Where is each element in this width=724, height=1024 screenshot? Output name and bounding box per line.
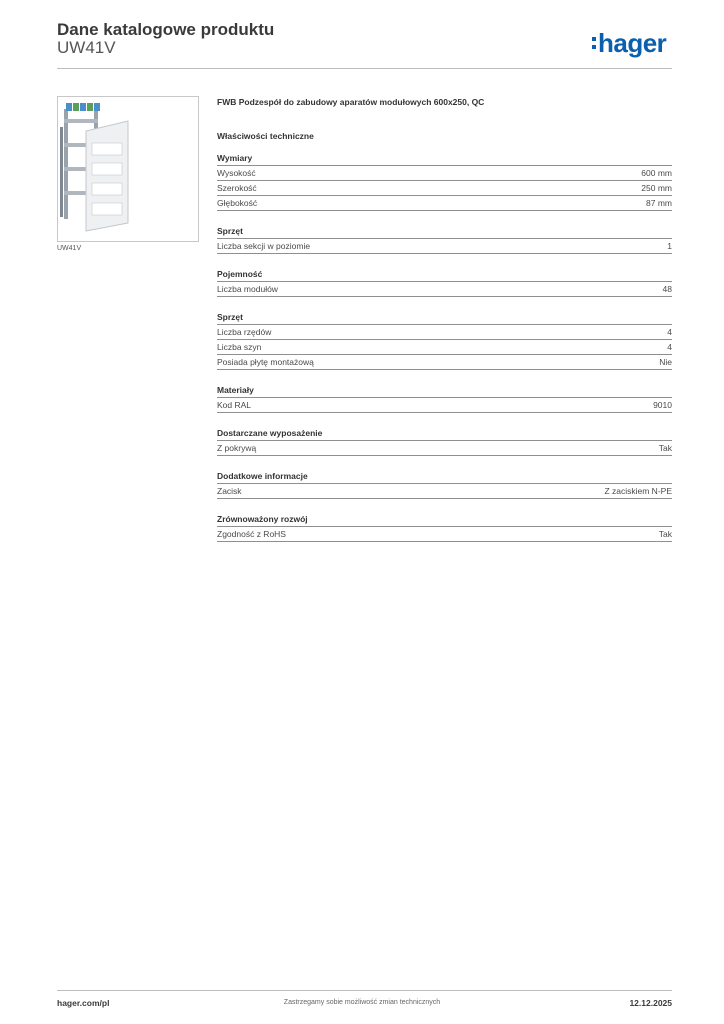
spec-label: Zacisk — [217, 486, 242, 496]
spec-label: Liczba modułów — [217, 284, 278, 294]
spec-label: Kod RAL — [217, 400, 252, 410]
spec-row — [217, 325, 672, 340]
spec-label: Posiada płytę montażową — [217, 357, 314, 367]
spec-section — [217, 384, 672, 413]
spec-row — [217, 527, 672, 542]
spec-sections — [217, 152, 672, 542]
spec-value: Tak — [658, 443, 672, 453]
page-title: Dane katalogowe produktu — [57, 20, 275, 39]
spec-value: 600 mm — [641, 168, 672, 178]
spec-label: Liczba szyn — [217, 342, 262, 352]
section-title: Dodatkowe informacje — [217, 470, 672, 484]
spec-section — [217, 470, 672, 499]
spec-label: Głębokość — [217, 198, 258, 208]
spec-label: Z pokrywą — [217, 443, 257, 453]
spec-section — [217, 513, 672, 542]
spec-label: Wysokość — [217, 168, 256, 178]
section-title: Zrównoważony rozwój — [217, 513, 672, 527]
product-image — [57, 96, 199, 242]
spec-row — [217, 239, 672, 254]
spec-value: 250 mm — [641, 183, 672, 193]
section-title: Sprzęt — [217, 311, 672, 325]
section-title: Sprzęt — [217, 225, 672, 239]
spec-row — [217, 282, 672, 297]
spec-section — [217, 427, 672, 456]
properties-heading: Właściwości techniczne — [217, 131, 314, 141]
spec-value: Z zaciskiem N-PE — [604, 486, 672, 496]
spec-row — [217, 398, 672, 413]
spec-section — [217, 268, 672, 297]
section-title: Pojemność — [217, 268, 672, 282]
spec-row — [217, 441, 672, 456]
logo-text: hager — [598, 28, 667, 58]
product-details — [217, 96, 672, 542]
image-caption: UW41V — [57, 245, 82, 252]
spec-value: 1 — [667, 241, 672, 251]
spec-row — [217, 181, 672, 196]
spec-value: Tak — [658, 529, 672, 539]
spec-label: Liczba rzędów — [217, 327, 272, 337]
section-title: Materiały — [217, 384, 672, 398]
spec-value: 9010 — [653, 400, 672, 410]
header-divider — [57, 68, 672, 69]
spec-value: 87 mm — [646, 198, 672, 208]
product-title: FWB Podzespół do zabudowy aparatów modułowych 600x250, QC — [217, 97, 485, 107]
spec-row — [217, 355, 672, 370]
spec-value: 48 — [662, 284, 672, 294]
spec-section — [217, 152, 672, 211]
product-code: UW41V — [57, 38, 116, 57]
spec-row — [217, 484, 672, 499]
footer-disclaimer: Zastrzegamy sobie możliwość zmian technicznych — [283, 999, 441, 1006]
spec-label: Szerokość — [217, 183, 257, 193]
footer-website-link[interactable]: hager.com/pl — [57, 998, 110, 1008]
spec-section — [217, 225, 672, 254]
logo-dots-icon — [592, 37, 596, 49]
footer-divider — [57, 990, 672, 991]
spec-value: 4 — [667, 327, 672, 337]
section-title: Wymiary — [217, 152, 672, 166]
spec-row — [217, 166, 672, 181]
hager-logo — [592, 27, 666, 59]
footer-date: 12.12.2025 — [629, 998, 672, 1008]
spec-value: Nie — [659, 357, 672, 367]
spec-label: Liczba sekcji w poziomie — [217, 241, 311, 251]
section-title: Dostarczane wyposażenie — [217, 427, 672, 441]
spec-row — [217, 340, 672, 355]
distribution-frame-icon — [58, 97, 198, 241]
spec-label: Zgodność z RoHS — [217, 529, 286, 539]
spec-section — [217, 311, 672, 370]
spec-value: 4 — [667, 342, 672, 352]
spec-row — [217, 196, 672, 211]
